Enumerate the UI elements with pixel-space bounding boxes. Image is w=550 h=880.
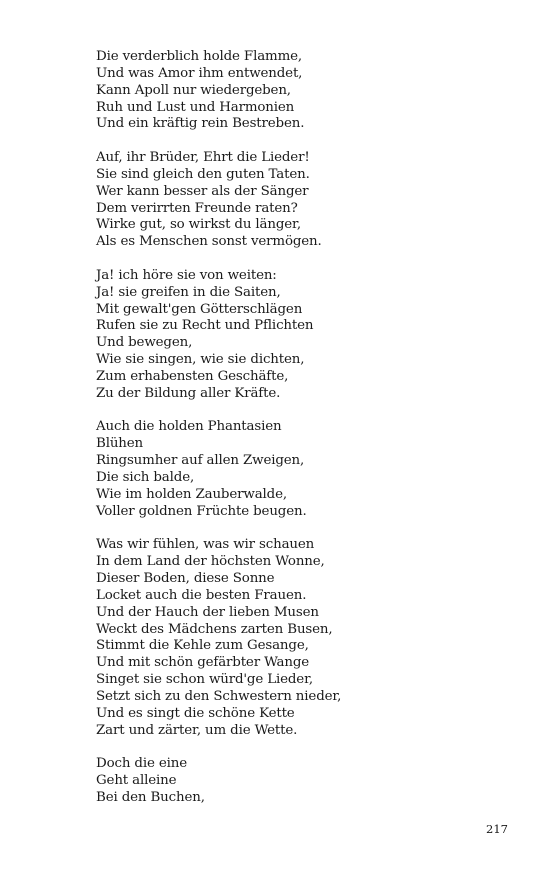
stanza-2 [96,150,516,251]
verse-line: Und mit schön gefärbter Wange [96,655,310,671]
verse-line: Setzt sich zu den Schwestern nieder, [96,688,342,704]
verse-line: Wie sie singen, wie sie dichten, [96,352,305,368]
stanza-3 [96,268,516,403]
verse-line: Weckt des Mädchens zarten Busen, [96,621,333,637]
verse-line: Ja! ich höre sie von weiten: [96,267,277,283]
verse-line: Die verderblich holde Flamme, [96,49,303,64]
verse-line: Und ein kräftig rein Bestreben. [96,116,305,132]
verse-line: Und es singt die schöne Kette [96,705,295,721]
verse-line: In dem Land der höchsten Wonne, [96,554,325,570]
verse-line: Die sich balde, [96,469,195,485]
verse-line: Dieser Boden, diese Sonne [96,570,275,586]
verse-line: Voller goldnen Früchte beugen. [96,503,307,519]
verse-line: Kann Apoll nur wiedergeben, [96,82,291,98]
verse-line: Dem verirrten Freunde raten? [96,200,298,216]
verse-line: Und der Hauch der lieben Musen [96,604,319,620]
verse-line: Sie sind gleich den guten Taten. [96,166,310,182]
poem-text [96,49,516,824]
stanza-5 [96,537,516,739]
verse-line: Bei den Buchen, [96,789,205,805]
verse-line: Stimmt die Kehle zum Gesange, [96,638,309,654]
verse-line: Ja! sie greifen in die Saiten, [96,284,281,300]
verse-line: Blühen [96,436,144,452]
stanza-6 [96,756,516,807]
verse-line: Zum erhabensten Geschäfte, [96,368,289,384]
verse-line: Wer kann besser als der Sänger [96,183,309,199]
verse-line: Und was Amor ihm entwendet, [96,65,303,81]
page-number: 217 [486,822,508,836]
verse-line: Ruh und Lust und Harmonien [96,99,295,115]
verse-line: Auf, ihr Brüder, Ehrt die Lieder! [96,150,310,166]
verse-line: Rufen sie zu Recht und Pflichten [96,318,314,334]
verse-line: Geht alleine [96,773,177,789]
verse-line: Zu der Bildung aller Kräfte. [96,385,281,401]
verse-line: Ringsumher auf allen Zweigen, [96,453,305,469]
verse-line: Mit gewalt'gen Götterschlägen [96,301,303,317]
verse-line: Was wir fühlen, was wir schauen [96,537,315,553]
verse-line: Locket auch die besten Frauen. [96,587,307,603]
verse-line: Auch die holden Phantasien [96,419,282,435]
verse-line: Als es Menschen sonst vermögen. [96,234,322,250]
verse-line: Zart und zärter, um die Wette. [96,722,298,738]
verse-line: Doch die eine [96,756,188,772]
stanza-4 [96,419,516,520]
stanza-1 [96,49,516,133]
verse-line: Wie im holden Zauberwalde, [96,486,287,502]
verse-line: Singet sie schon würd'ge Lieder, [96,672,313,688]
verse-line: Wirke gut, so wirkst du länger, [96,217,301,233]
verse-line: Und bewegen, [96,335,193,351]
